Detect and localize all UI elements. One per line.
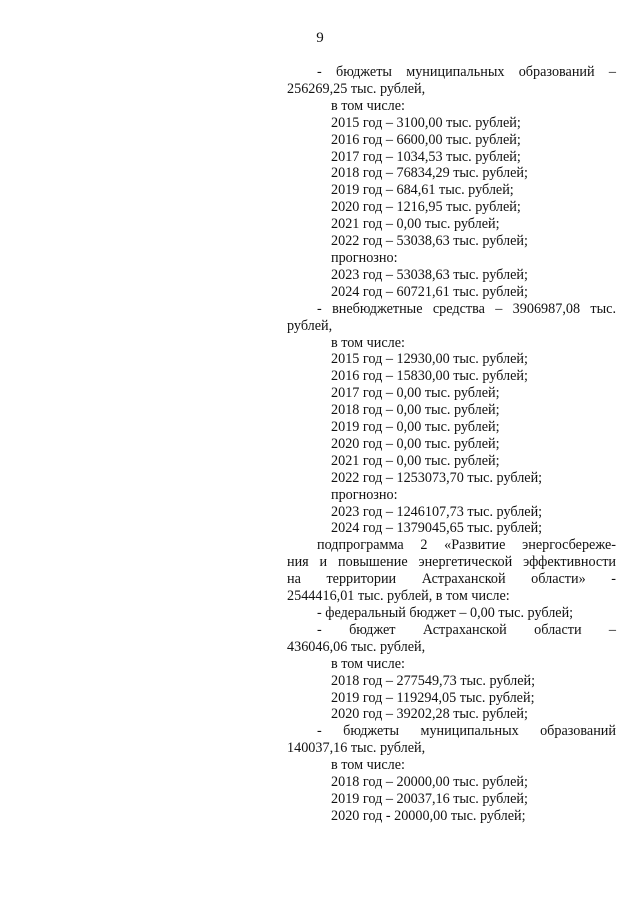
text-line: прогнозно: xyxy=(331,486,398,503)
text-line: 2021 год – 0,00 тыс. рублей; xyxy=(331,216,500,233)
text-line: - бюджеты муниципальных образований – xyxy=(317,64,616,80)
text-line: 2019 год – 684,61 тыс. рублей; xyxy=(331,182,514,199)
text-line: 2017 год – 1034,53 тыс. рублей; xyxy=(331,148,521,165)
text-line: 2021 год – 0,00 тыс. рублей; xyxy=(331,452,500,469)
text-line: - бюджет Астраханской области – xyxy=(317,621,616,638)
text-line: 436046,06 тыс. рублей, xyxy=(287,638,426,655)
text-line: на территории Астраханской области» - xyxy=(287,571,616,588)
text-line: 2019 год – 0,00 тыс. рублей; xyxy=(331,419,500,436)
text-line: подпрограмма 2 «Развитие энергосбереже- xyxy=(317,537,616,554)
text-line: 2018 год – 0,00 тыс. рублей; xyxy=(331,402,500,419)
text-line: 2020 год – 39202,28 тыс. рублей; xyxy=(331,706,528,723)
text-line: 2020 год – 0,00 тыс. рублей; xyxy=(331,435,500,452)
text-line: 2017 год – 0,00 тыс. рублей; xyxy=(331,385,500,402)
text-line: 2019 год – 20037,16 тыс. рублей; xyxy=(331,790,528,807)
text-line: 2023 год – 1246107,73 тыс. рублей; xyxy=(331,503,543,520)
text-line: 140037,16 тыс. рублей, xyxy=(287,740,426,757)
text-line: 2024 год – 1379045,65 тыс. рублей; xyxy=(331,520,543,537)
text-line: прогнозно: xyxy=(331,249,398,266)
text-line: - федеральный бюджет – 0,00 тыс. рублей; xyxy=(317,605,574,621)
text-line: - бюджеты муниципальных образований xyxy=(317,723,616,740)
text-line: 2018 год – 76834,29 тыс. рублей; xyxy=(331,165,528,182)
text-line: в том числе: xyxy=(331,97,405,114)
text-line: 2015 год – 3100,00 тыс. рублей; xyxy=(331,114,521,131)
document-text-column xyxy=(287,64,616,825)
text-line: 2023 год – 53038,63 тыс. рублей; xyxy=(331,266,528,283)
text-line: 2015 год – 12930,00 тыс. рублей; xyxy=(331,351,528,368)
text-line: 2018 год – 20000,00 тыс. рублей; xyxy=(331,774,528,791)
text-line: 2024 год – 60721,61 тыс. рублей; xyxy=(331,283,528,300)
text-line: 2018 год – 277549,73 тыс. рублей; xyxy=(331,672,536,689)
text-line: - внебюджетные средства – 3906987,08 тыс. xyxy=(317,300,616,317)
text-line: в том числе: xyxy=(331,655,405,672)
text-line: 2022 год – 1253073,70 тыс. рублей; xyxy=(331,469,543,486)
text-line: 2544416,01 тыс. рублей, в том числе: xyxy=(287,588,510,605)
text-line: 2020 год – 1216,95 тыс. рублей; xyxy=(331,199,521,216)
text-line: 2022 год – 53038,63 тыс. рублей; xyxy=(331,233,528,250)
text-line: рублей, xyxy=(287,317,333,334)
text-line: 2019 год – 119294,05 тыс. рублей; xyxy=(331,689,535,706)
text-line: 256269,25 тыс. рублей, xyxy=(287,80,426,97)
text-line: 2016 год – 15830,00 тыс. рублей; xyxy=(331,368,528,385)
text-line: 2020 год - 20000,00 тыс. рублей; xyxy=(331,807,526,824)
text-line: ния и повышение энергетической эффективности xyxy=(287,554,616,571)
page-number: 9 xyxy=(316,30,324,46)
text-line: 2016 год – 6600,00 тыс. рублей; xyxy=(331,131,521,148)
text-line: в том числе: xyxy=(331,334,405,351)
text-line: в том числе: xyxy=(331,757,405,774)
